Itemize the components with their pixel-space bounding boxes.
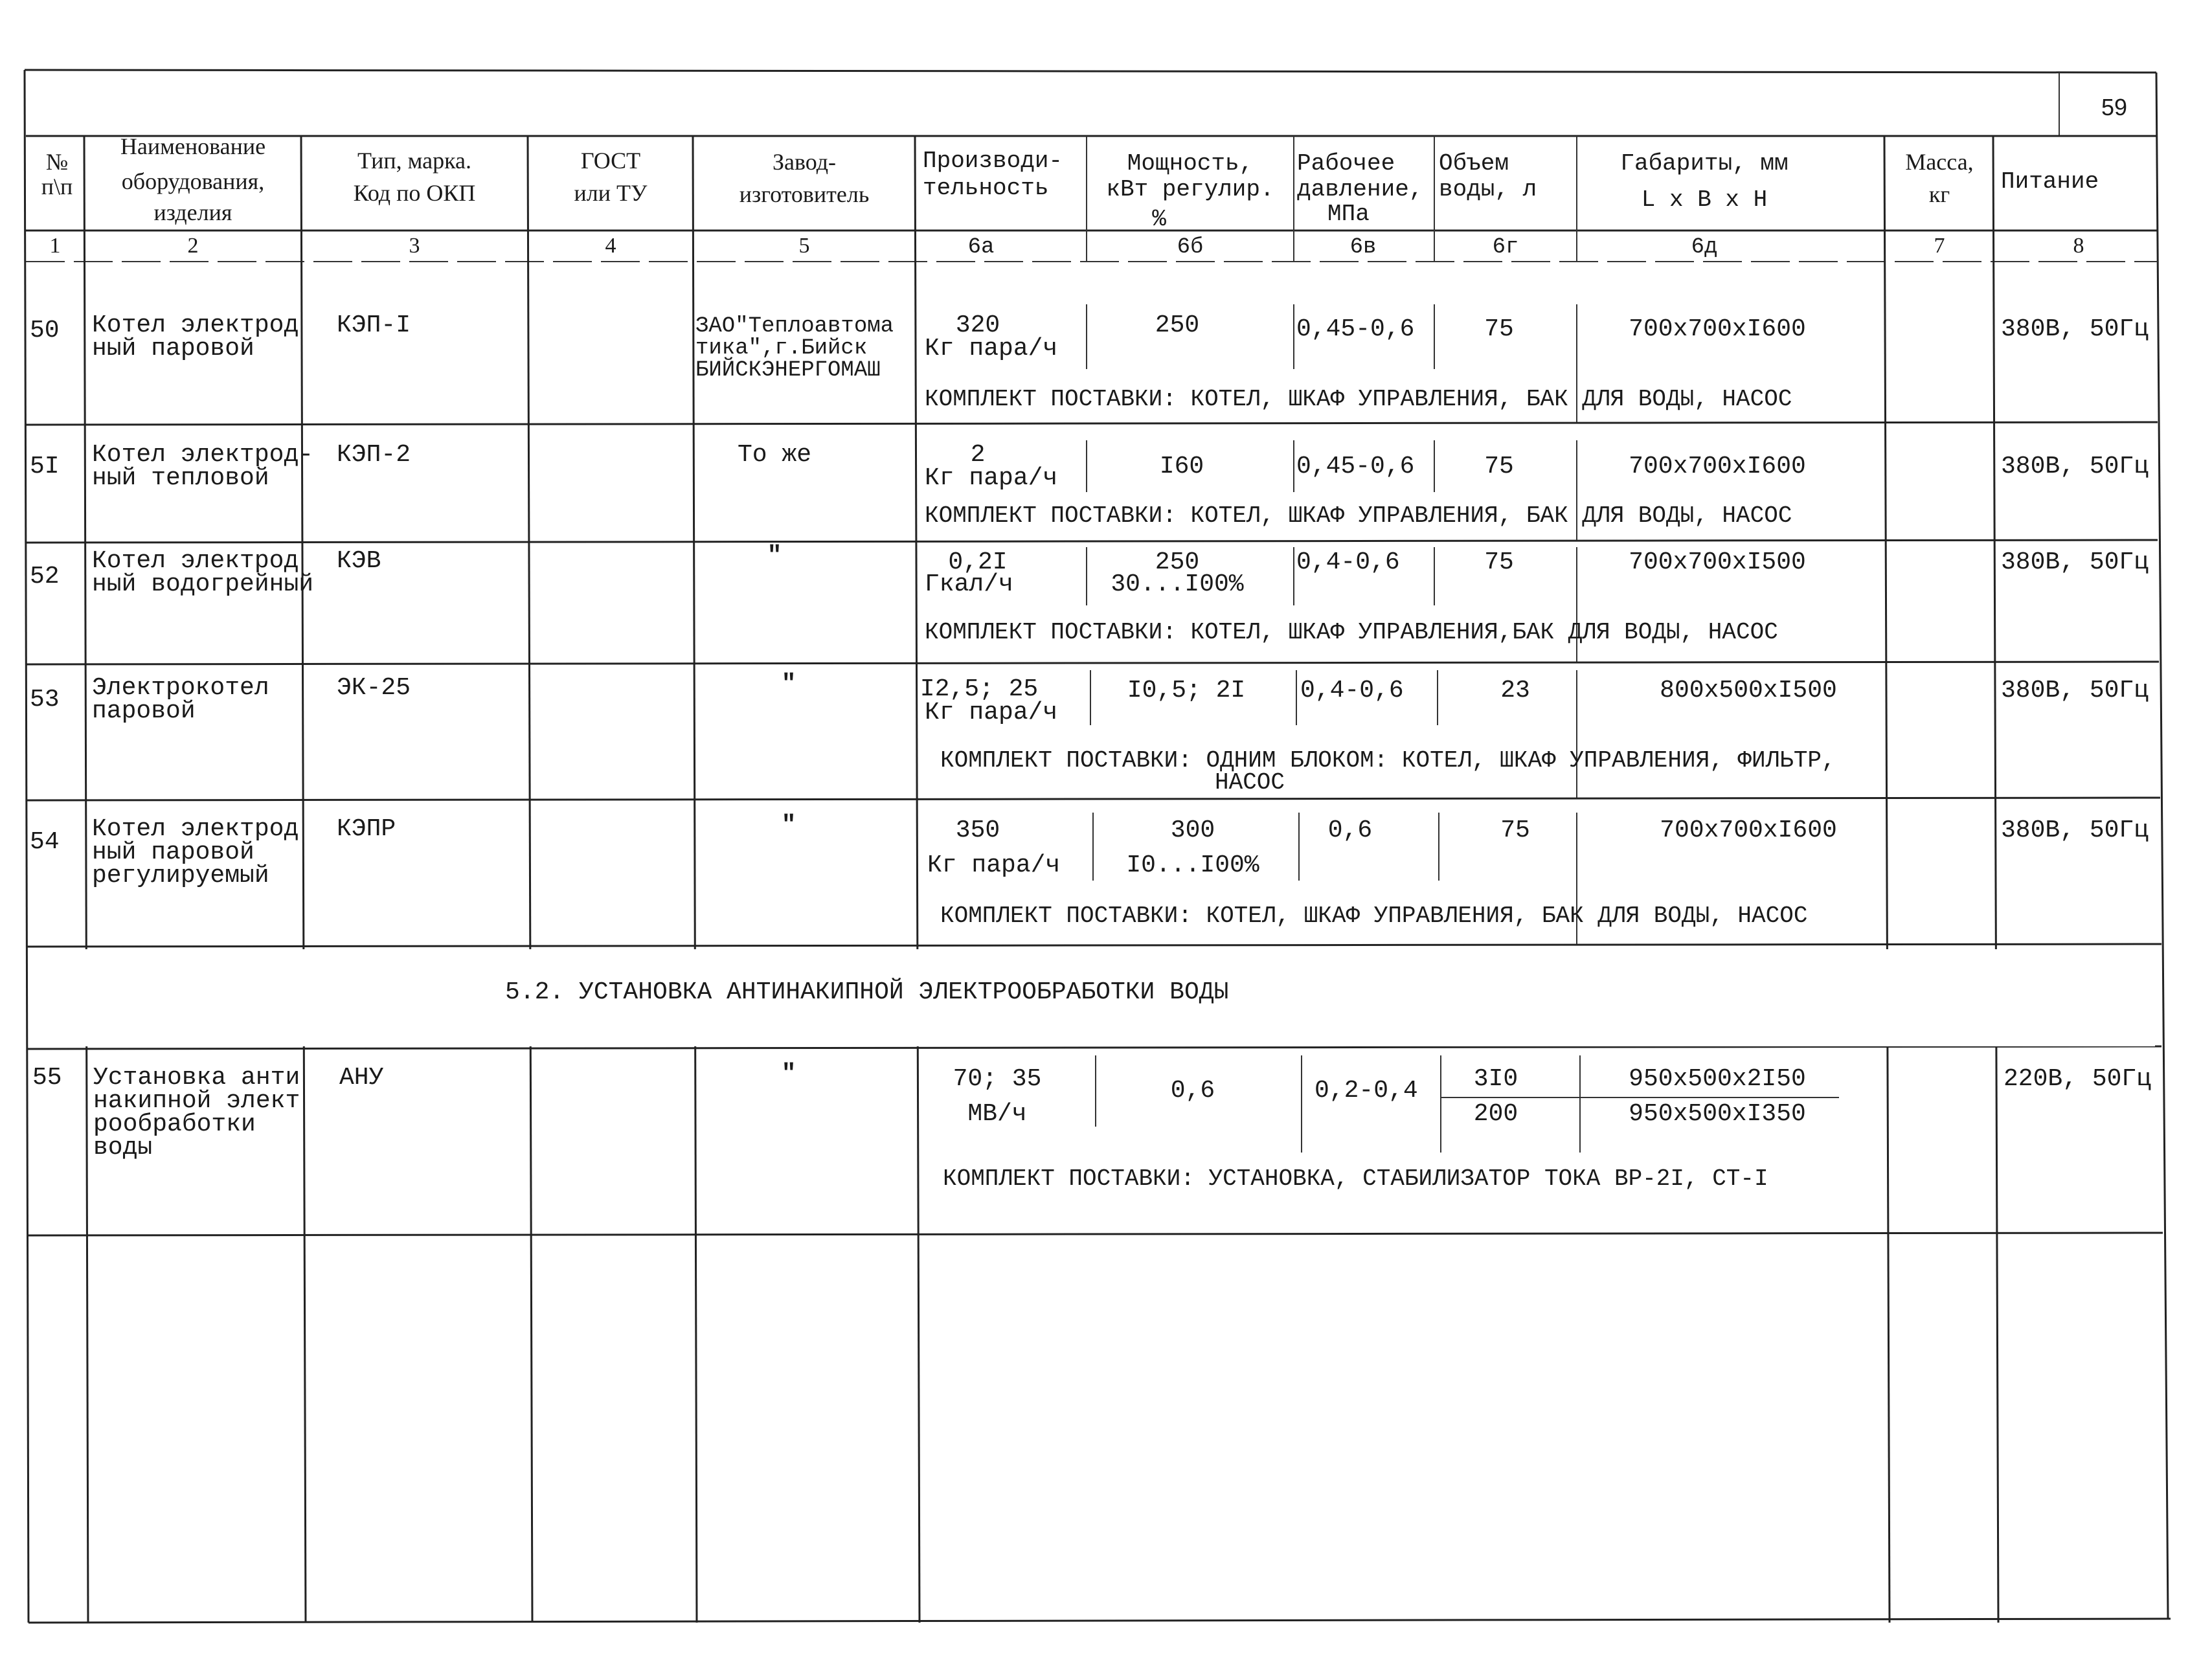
- row-number: 52: [30, 563, 60, 591]
- table-grid: [25, 70, 2171, 1623]
- row-maker-line3: БИЙСКЭНЕРГОМАШ: [695, 358, 881, 383]
- row-volume: 75: [1500, 816, 1530, 844]
- row-name-line1: Котел электрод-: [92, 441, 314, 469]
- row-name-line3: регулируемый: [92, 862, 269, 890]
- row-volume-line2: 200: [1473, 1100, 1518, 1128]
- row-pressure: 0,2-0,4: [1315, 1077, 1418, 1105]
- row-pressure: 0,45-0,6: [1296, 315, 1415, 343]
- header-maker-line1: Завод-: [772, 149, 837, 175]
- row-power: I0,5; 2I: [1127, 677, 1246, 704]
- header-6v-line2: давление,: [1297, 176, 1423, 203]
- row-capacity-line2: Гкал/ч: [925, 570, 1013, 598]
- table-row: [30, 311, 2149, 412]
- row-dims: 700x700xI600: [1629, 315, 1806, 343]
- row-kit: КОМПЛЕКТ ПОСТАВКИ: КОТЕЛ, ШКАФ УПРАВЛЕНИЯ, БАК ДЛЯ ВОДЫ, НАСОС: [925, 386, 1792, 412]
- row-kit: КОМПЛЕКТ ПОСТАВКИ: КОТЕЛ, ШКАФ УПРАВЛЕНИЯ, БАК ДЛЯ ВОДЫ, НАСОС: [940, 903, 1808, 929]
- row-capacity-line1: 2: [970, 441, 986, 469]
- row-maker-ditto: ": [781, 670, 796, 698]
- row-type: КЭВ: [337, 547, 381, 575]
- row-power-line2: I0...I00%: [1126, 851, 1259, 879]
- row-pressure: 0,6: [1327, 816, 1373, 844]
- row-power: I60: [1159, 453, 1204, 480]
- row-dims: 700x700xI600: [1629, 453, 1806, 480]
- row-kit: КОМПЛЕКТ ПОСТАВКИ: УСТАНОВКА, СТАБИЛИЗАТОР ТОКА ВР-2I, СТ-I: [943, 1165, 1768, 1192]
- row-name-line1: Котел электрод: [92, 815, 299, 843]
- colnum-3: 3: [409, 234, 420, 258]
- row-kit: КОМПЛЕКТ ПОСТАВКИ: КОТЕЛ, ШКАФ УПРАВЛЕНИЯ,БАК ДЛЯ ВОДЫ, НАСОС: [925, 619, 1778, 646]
- row-maker-ditto: ": [781, 811, 796, 839]
- colnum-1: 1: [49, 234, 61, 258]
- row-name-line2: ный тепловой: [92, 464, 269, 492]
- row-supply: 380В, 50Гц: [2001, 548, 2149, 576]
- table-row: [30, 811, 2149, 929]
- header-type-line1: Тип, марка.: [357, 148, 472, 174]
- row-capacity-line1: 350: [955, 816, 1000, 844]
- header-no-line2: п\п: [41, 174, 73, 199]
- row-power-line2: 30...I00%: [1111, 570, 1244, 598]
- header-6g-line1: Объем: [1439, 150, 1509, 177]
- section-title: 5.2. УСТАНОВКА АНТИНАКИПНОЙ ЭЛЕКТРООБРАБОТКИ ВОДЫ: [505, 978, 1229, 1006]
- row-capacity-line1: 0,2I: [948, 548, 1008, 576]
- row-capacity-line2: Кг пара/ч: [925, 699, 1058, 726]
- colnum-6v: 6в: [1349, 235, 1377, 260]
- colnum-8: 8: [2073, 234, 2084, 258]
- row-power: 0,6: [1170, 1077, 1215, 1105]
- row-pressure: 0,4-0,6: [1296, 548, 1400, 576]
- colnum-6a: 6а: [967, 235, 995, 260]
- row-volume-line1: 3I0: [1473, 1065, 1518, 1093]
- header-type-line2: Код по ОКП: [353, 180, 476, 206]
- colnum-4: 4: [605, 234, 616, 258]
- row-volume: 75: [1484, 453, 1514, 480]
- header-name-line2: оборудования,: [121, 168, 265, 194]
- header-6v-line1: Рабочее: [1297, 150, 1395, 177]
- header-6d-line1: Габариты, мм: [1620, 150, 1789, 177]
- colnum-7: 7: [1934, 234, 1945, 258]
- header-no-line1: №: [45, 149, 69, 175]
- row-capacity-line2: Кг пара/ч: [925, 464, 1058, 492]
- header-6g-line2: воды, л: [1439, 176, 1537, 203]
- header-mass-line2: кг: [1928, 181, 1950, 207]
- row-supply: 380В, 50Гц: [2001, 677, 2149, 704]
- row-kit-line2: НАСОС: [1214, 769, 1285, 796]
- header-mass-line1: Масса,: [1905, 149, 1974, 175]
- row-maker-line1: ЗАО"Теплоавтома: [695, 314, 894, 339]
- row-volume: 75: [1484, 548, 1514, 576]
- header-gost-line1: ГОСТ: [580, 148, 641, 174]
- row-capacity-line2: Кг пара/ч: [925, 335, 1058, 363]
- colnum-6b: 6б: [1177, 235, 1204, 260]
- row-name-line2: ный водогрейный: [92, 570, 314, 598]
- row-supply: 220В, 50Гц: [2003, 1065, 2152, 1093]
- row-capacity-line1: 70; 35: [953, 1065, 1042, 1093]
- row-name-line1: Котел электрод: [92, 547, 299, 575]
- row-name-line2: ный паровой: [92, 335, 254, 363]
- row-type: КЭП-2: [337, 441, 411, 469]
- header-maker-line2: изготовитель: [739, 181, 870, 207]
- header-name-line3: изделия: [153, 199, 232, 225]
- row-dims: 700x700xI500: [1629, 548, 1806, 576]
- table-row: [30, 670, 2149, 796]
- row-number: 50: [30, 317, 60, 344]
- row-pressure: 0,4-0,6: [1300, 677, 1404, 704]
- row-maker-ditto: ": [767, 542, 782, 570]
- row-kit: КОМПЛЕКТ ПОСТАВКИ: ОДНИМ БЛОКОМ: КОТЕЛ, ШКАФ УПРАВЛЕНИЯ, ФИЛЬТР,: [940, 747, 1836, 774]
- row-volume: 75: [1484, 315, 1514, 343]
- row-name-line4: воды: [93, 1134, 153, 1162]
- row-name-line1: Котел электрод: [92, 311, 299, 339]
- header-gost-line2: или ТУ: [574, 180, 648, 206]
- header-supply: Питание: [2001, 168, 2099, 195]
- row-maker: То же: [737, 441, 812, 469]
- row-name-line2: паровой: [92, 697, 196, 725]
- row-name-line1: Электрокотел: [92, 674, 269, 702]
- table-row: [30, 441, 2149, 529]
- row-name-line2: накипной элект: [93, 1087, 300, 1115]
- row-maker-ditto: ": [781, 1060, 796, 1088]
- row-number: 55: [32, 1064, 62, 1092]
- row-capacity-line2: Кг пара/ч: [927, 851, 1061, 879]
- header-6b-line3: %: [1152, 206, 1166, 232]
- row-kit: КОМПЛЕКТ ПОСТАВКИ: КОТЕЛ, ШКАФ УПРАВЛЕНИЯ, БАК ДЛЯ ВОДЫ, НАСОС: [925, 502, 1792, 529]
- header-6b-line2: кВт регулир.: [1106, 176, 1274, 203]
- row-power-line1: 300: [1170, 816, 1215, 844]
- row-type: АНУ: [339, 1064, 384, 1092]
- row-capacity-line2: МВ/ч: [967, 1100, 1027, 1128]
- row-dims: 800x500xI500: [1660, 677, 1837, 704]
- row-name-line2: ный паровой: [92, 838, 254, 866]
- table-row: [32, 1060, 2151, 1192]
- row-pressure: 0,45-0,6: [1296, 453, 1415, 480]
- colnum-6d: 6д: [1691, 235, 1718, 260]
- row-supply: 380В, 50Гц: [2001, 453, 2149, 480]
- header-6d-line2: L x B x H: [1641, 186, 1768, 213]
- row-dims-line1: 950x500x2I50: [1629, 1065, 1806, 1093]
- row-maker-line2: тика",г.Бийск: [695, 336, 868, 361]
- row-type: КЭП-I: [337, 311, 411, 339]
- table-header: [41, 133, 2099, 232]
- row-power: 250: [1155, 311, 1200, 339]
- page-number: 59: [2101, 94, 2128, 120]
- row-number: 5I: [30, 453, 60, 480]
- row-type: ЭК-25: [337, 674, 411, 702]
- row-number: 53: [30, 686, 60, 714]
- header-6a-line1: Производи-: [923, 148, 1063, 174]
- row-name-line1: Установка анти: [93, 1064, 300, 1092]
- row-name-line3: рообработки: [93, 1110, 256, 1138]
- colnum-5: 5: [798, 234, 810, 258]
- row-volume: 23: [1500, 677, 1530, 704]
- column-number-row: [50, 234, 2084, 260]
- row-dims-line2: 950x500xI350: [1629, 1100, 1806, 1128]
- row-supply: 380В, 50Гц: [2001, 816, 2149, 844]
- row-power-line1: 250: [1155, 548, 1200, 576]
- row-number: 54: [30, 828, 60, 856]
- colnum-2: 2: [187, 234, 199, 258]
- row-capacity-line1: I2,5; 25: [920, 675, 1039, 703]
- row-supply: 380В, 50Гц: [2001, 315, 2149, 343]
- row-dims: 700x700xI600: [1660, 816, 1837, 844]
- row-type: КЭПР: [337, 815, 396, 843]
- table-row: [30, 542, 2149, 646]
- header-6b-line1: Мощность,: [1127, 150, 1254, 177]
- colnum-6g: 6г: [1492, 235, 1519, 260]
- header-6v-line3: МПа: [1327, 201, 1370, 227]
- row-capacity-line1: 320: [955, 311, 1000, 339]
- header-name-line1: Наименование: [120, 133, 266, 159]
- header-6a-line2: тельность: [923, 175, 1049, 201]
